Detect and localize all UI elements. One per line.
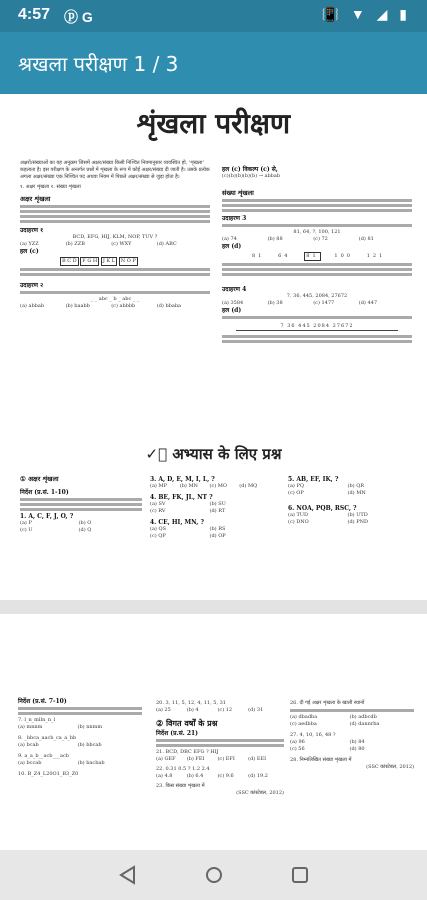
option: (c) abbbb bbox=[111, 303, 136, 309]
page2-instruction-2: निर्देश (प्र.सं. 21) bbox=[156, 730, 199, 737]
page2-column-1 bbox=[18, 698, 142, 778]
option: (c) aedbba bbox=[290, 721, 317, 727]
example-1-answer: हल (c) bbox=[20, 248, 39, 255]
option: (a) 4.8 bbox=[156, 773, 173, 779]
page2-column-2 bbox=[156, 700, 284, 797]
option: (c) RV bbox=[150, 508, 166, 514]
option: (c) 9.6 bbox=[217, 773, 234, 779]
option: (c) EFI bbox=[217, 756, 235, 762]
check-circle-icon: ✓⃝ bbox=[145, 445, 168, 463]
practice-heading-text: अभ्यास के लिए प्रश्न bbox=[172, 445, 282, 463]
practice-question-1: 1. A, C, F, J, O, ? bbox=[20, 513, 74, 520]
practice-subhead: ① अक्षर शृंखला bbox=[20, 475, 59, 483]
list-item: 20. 3, 11, 5, 12, 4, 11, 5, 31 bbox=[156, 700, 226, 706]
option: (b) adbcdb bbox=[349, 714, 377, 720]
page1-right-column bbox=[222, 166, 412, 345]
option: (c) U bbox=[20, 527, 33, 533]
option: (a) 3584 bbox=[222, 300, 244, 306]
practice-instruction: निर्देश (प्र.सं. 1-10) bbox=[20, 489, 69, 496]
heading-number-series: संख्या शृंखला bbox=[222, 189, 254, 197]
example-4-answer: हल (d) bbox=[222, 307, 242, 314]
example-4-diagram: 7 36 445 2084 27672 bbox=[236, 323, 398, 331]
example-4-label: उदाहरण 4 bbox=[222, 286, 247, 293]
option: (a) SV bbox=[150, 501, 166, 507]
option: (a) GEF bbox=[156, 756, 176, 762]
option: (d) dannrba bbox=[349, 721, 380, 727]
option: (a) abbab bbox=[20, 303, 45, 309]
practice-question: 6. NOA, PQB, RSC, ? bbox=[288, 505, 357, 512]
list-item: 26. दी गई अक्षर शृंखला के खाली स्थानों bbox=[290, 700, 365, 706]
option: (d) bbaba bbox=[156, 303, 182, 309]
option: (d) 19.2 bbox=[248, 773, 268, 779]
list-item: 7. l_n_mlln_n_l bbox=[18, 717, 56, 723]
option: (d) 31 bbox=[248, 707, 264, 713]
status-time: 4:57 bbox=[18, 6, 51, 23]
option: (b) 6.4 bbox=[186, 773, 204, 779]
option: (b) RS bbox=[209, 526, 226, 532]
number-diagram: 81 64 81 100 121 bbox=[252, 253, 386, 259]
option: (d) MQ bbox=[239, 483, 258, 489]
list-item: 27. 4, 10, 16, 48 ? bbox=[290, 732, 336, 738]
home-icon[interactable] bbox=[202, 864, 226, 886]
option: (c) WXY bbox=[111, 241, 132, 247]
option: (c) 72 bbox=[313, 236, 328, 242]
option: (b) 88 bbox=[267, 236, 283, 242]
option: (d) RT bbox=[209, 508, 226, 514]
intro-text: अक्षरों/संख्याओं का यह अनुक्रम जिसमें अक्षर/संख्या किसी निश्चित नियमानुसार व्यवस्थित हो, 'शृंखला' कहलाता है। इस परीक्षण के अन्तर्गत प्रश्नों में शृंखला के रूप में कोई अक्षर/संख्या दी जाती है। उसके प्रत्येक अगला अक्षर/संख्या एक निश्चित पद अथवा नियम में पिछले अक्षर/संख्या से जुड़ा होता है। bbox=[20, 160, 210, 180]
example-2-answer: हल (c) विकल्प (c) से, bbox=[222, 166, 278, 173]
option: (c) OP bbox=[288, 490, 304, 496]
page2-column-3 bbox=[290, 700, 414, 771]
option: (d) 81 bbox=[358, 236, 374, 242]
example-2-sequence: _ _ abc _ b _ abc _ _ bbox=[90, 296, 140, 302]
example-3-sequence: 81, 64, ?, 100, 121 bbox=[293, 229, 341, 235]
option: (d) MN bbox=[347, 490, 366, 496]
option: (c) 56 bbox=[290, 746, 305, 752]
example-1-sequence: BCD, EFG, HIJ, KLM, NOP, TUV ? bbox=[72, 234, 158, 240]
option: (a) 74 bbox=[222, 236, 237, 242]
example-4-options bbox=[222, 300, 412, 307]
notification-icons: ⓟ G bbox=[64, 9, 93, 25]
practice-section-heading bbox=[0, 444, 427, 464]
status-bar bbox=[0, 0, 427, 32]
page2-instruction: निर्देश (प्र.सं. 7-10) bbox=[18, 698, 67, 705]
example-1-label: उदाहरण १ bbox=[20, 227, 44, 234]
heading-letter-series: अक्षर शृंखला bbox=[20, 195, 51, 203]
option: (d) 80 bbox=[349, 746, 365, 752]
option: (a) 96 bbox=[290, 739, 305, 745]
option: (b) 4 bbox=[186, 707, 199, 713]
option: (d) OP bbox=[209, 533, 226, 539]
list-item: 23. किस संख्या शृंखला में bbox=[156, 783, 205, 789]
option: (a) YZZ bbox=[20, 241, 39, 247]
option: (b) nnmm bbox=[77, 724, 103, 730]
letter-grid: B C D F G H J K L N O P bbox=[62, 258, 136, 264]
app-title: श्रखला परीक्षण 1 / 3 bbox=[18, 52, 179, 76]
source-note: (SSC कांस्टेबल, 2012) bbox=[236, 790, 284, 796]
option: (b) ZZB bbox=[65, 241, 85, 247]
option: (a) dbadba bbox=[290, 714, 318, 720]
document-page-1[interactable] bbox=[0, 94, 427, 600]
option: (c) QP bbox=[150, 533, 166, 539]
option: (b) UTD bbox=[347, 512, 368, 518]
option: (b) O bbox=[78, 520, 92, 526]
answer-sequence: (c)(b)(b)(b)(b) → abbab bbox=[222, 173, 281, 179]
option: (d) PND bbox=[347, 519, 368, 525]
option: (d) Q bbox=[78, 527, 92, 533]
option: (a) bccab bbox=[18, 760, 42, 766]
practice-question: 4. BE, FK, JL, NT ? bbox=[150, 494, 213, 501]
practice-column-2 bbox=[150, 476, 274, 540]
option: (c) 12 bbox=[217, 707, 233, 713]
page2-subhead: ② विगत वर्षों के प्रश्न bbox=[156, 718, 218, 728]
option: (b) bbcab bbox=[77, 742, 102, 748]
example-4-sequence: 7, 36, 445, 2084, 27672 bbox=[286, 293, 348, 299]
list-item: 22. 0.31 0.5 ? 1.2 2.4 bbox=[156, 766, 210, 772]
list-item: 28. निम्नलिखित संख्या शृंखला में bbox=[290, 757, 352, 763]
option: (b) 84 bbox=[349, 739, 365, 745]
option: (b) QR bbox=[347, 483, 365, 489]
option: (a) TUD bbox=[288, 512, 309, 518]
option: (a) mnnm bbox=[18, 724, 43, 730]
back-icon[interactable] bbox=[116, 864, 140, 886]
option: (b) MN bbox=[179, 483, 198, 489]
option: (b) baabb bbox=[65, 303, 90, 309]
practice-question: 3. A, D, E, M, I, L, ? bbox=[150, 476, 215, 483]
page-gap bbox=[0, 600, 427, 614]
option: (d) EEI bbox=[248, 756, 267, 762]
app-bar bbox=[0, 32, 427, 94]
example-2-label: उदाहरण २ bbox=[20, 282, 44, 289]
example-1-options bbox=[20, 241, 210, 248]
list-item: 21. BCD, DBC EFG ? HIJ bbox=[156, 749, 219, 755]
option: (a) PQ bbox=[288, 483, 304, 489]
page1-left-column bbox=[20, 160, 210, 310]
option: (c) DNO bbox=[288, 519, 309, 525]
option: (a) P bbox=[20, 520, 32, 526]
navigation-bar bbox=[0, 850, 427, 900]
practice-question: 4. CE, HI, MN, ? bbox=[150, 519, 204, 526]
example-2-options bbox=[20, 303, 210, 310]
option: (a) QS bbox=[150, 526, 166, 532]
example-3-options bbox=[222, 236, 412, 243]
option: (b) SU bbox=[209, 501, 226, 507]
option: (d) 447 bbox=[358, 300, 378, 306]
series-types: १. अक्षर शृंखला २. संख्या शृंखला bbox=[20, 184, 81, 190]
list-item: 9. a_a_b__acb___acb bbox=[18, 753, 69, 759]
list-item: 8. _bbca_aacb_ca_a_bb bbox=[18, 735, 77, 741]
option: (c) 1477 bbox=[313, 300, 335, 306]
list-item: 10. B_Z4_L20O1_B3_Z0 bbox=[18, 771, 79, 777]
option: (c) MO bbox=[209, 483, 228, 489]
option: (b) 38 bbox=[267, 300, 283, 306]
option: (b) FEI bbox=[186, 756, 205, 762]
example-3-answer: हल (d) bbox=[222, 243, 242, 250]
option: (a) MP bbox=[150, 483, 167, 489]
system-icons: 📳 ▼ ◢ ▮ bbox=[321, 6, 411, 22]
source-note: (SSC कांस्टेबल, 2012) bbox=[366, 764, 414, 770]
document-page-2[interactable] bbox=[0, 614, 427, 850]
practice-question: 5. AB, EF, IK, ? bbox=[288, 476, 339, 483]
recents-icon[interactable] bbox=[288, 864, 312, 886]
practice-column-1 bbox=[20, 476, 142, 534]
option: (b) bacbab bbox=[77, 760, 105, 766]
option: (d) ABC bbox=[156, 241, 177, 247]
page-title: शृंखला परीक्षण bbox=[136, 107, 291, 140]
option: (a) bcab bbox=[18, 742, 39, 748]
example-3-label: उदाहरण 3 bbox=[222, 215, 247, 222]
option: (a) 25 bbox=[156, 707, 171, 713]
practice-column-3 bbox=[288, 476, 412, 526]
